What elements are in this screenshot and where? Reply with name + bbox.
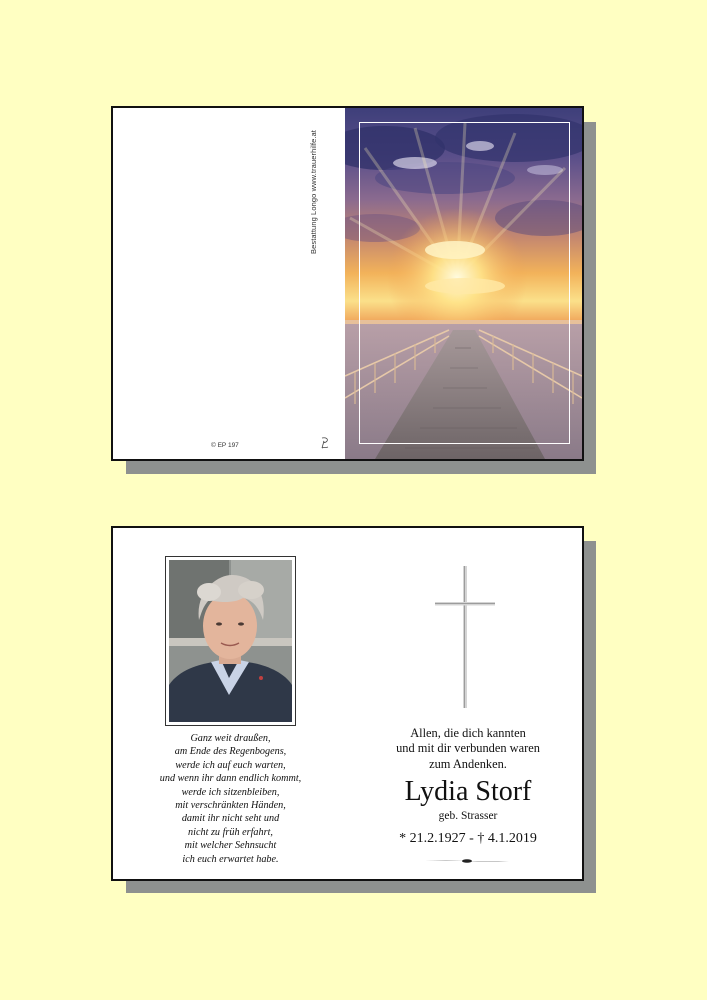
portrait-frame [165,556,296,726]
cross-icon [435,566,495,708]
dedication [359,726,577,772]
funeral-home-imprint: Bestattung Longo www.trauerhilfe.at [309,130,318,254]
front-card [111,106,584,461]
poem [123,732,338,866]
maiden-name: geb. Strasser [438,810,498,822]
inner-card [111,526,584,881]
poem-line: werde ich auf euch warten, [175,759,286,771]
poem-line: ich euch erwartet habe. [182,853,279,865]
sunset-pier-photo [345,108,582,459]
poem-line: werde ich sitzenbleiben, [181,786,280,798]
poem-line: nicht zu früh erfahrt, [188,826,273,838]
dedication-line: und mit dir verbunden waren [396,741,540,756]
deceased-name: Lydia Storf [404,776,532,807]
life-dates: * 21.2.1927 - † 4.1.2019 [399,831,537,846]
poem-line: am Ende des Regenbogens, [174,746,287,758]
photo-white-frame [359,122,570,444]
ep-code: © EP 197 [211,442,239,449]
poem-line: Ganz weit draußen, [190,733,271,744]
poem-line: mit welcher Sehnsucht [184,840,277,852]
portrait-photo-elderly-woman [169,560,292,722]
poem-line: mit verschränkten Händen, [175,800,286,812]
poem-line: und wenn ihr dann endlich kommt, [159,773,302,785]
dedication-line: zum Andenken. [429,756,507,771]
dedication-line: Allen, die dich kannten [410,726,526,740]
ornament-divider-icon [425,857,509,865]
poem-line: damit ihr nicht seht und [181,813,280,825]
signature-logo-icon [319,436,331,450]
back-panel [113,108,345,459]
portrait-illustration [169,560,292,722]
